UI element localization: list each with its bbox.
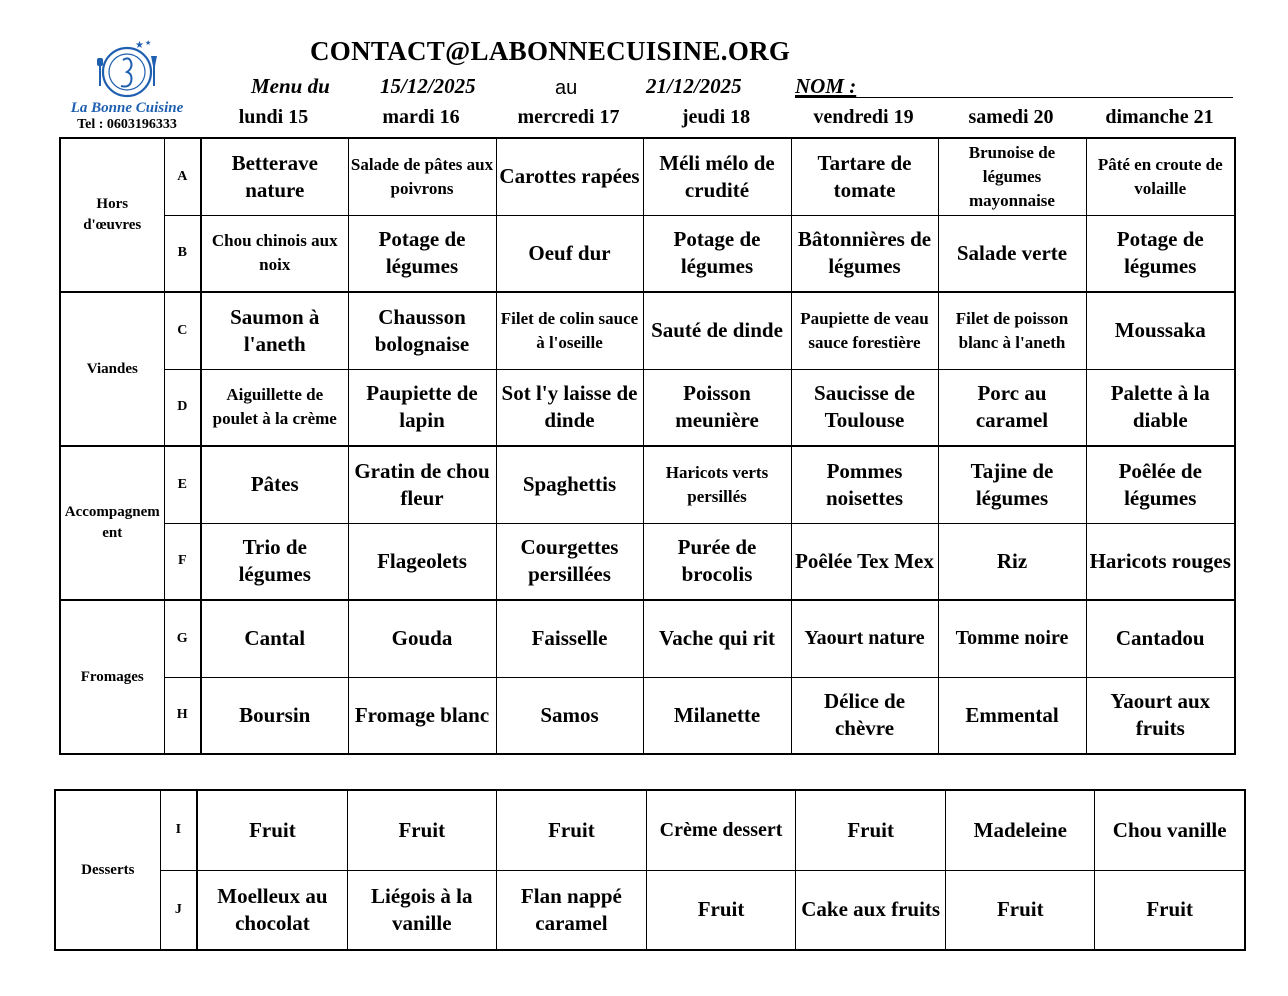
- menu-cell: Cantadou: [1086, 600, 1235, 677]
- row-letter: A: [164, 138, 201, 215]
- nom-field-line[interactable]: [795, 97, 1233, 98]
- menu-cell: Méli mélo de crudité: [643, 138, 791, 215]
- row-letter: G: [164, 600, 201, 677]
- day-header: vendredi 19: [813, 106, 914, 128]
- menu-cell: Poisson meunière: [643, 369, 791, 446]
- menu-cell: Chou vanille: [1095, 790, 1245, 870]
- telephone: Tel : 0603196333: [77, 117, 177, 132]
- row-letter: E: [164, 446, 201, 523]
- menu-cell: Pâtes: [201, 446, 348, 523]
- menu-cell: Gouda: [348, 600, 496, 677]
- menu-cell: Tomme noire: [938, 600, 1086, 677]
- menu-cell: Filet de poisson blanc à l'aneth: [938, 292, 1086, 369]
- menu-cell: Yaourt nature: [791, 600, 938, 677]
- row-letter: F: [164, 523, 201, 600]
- menu-cell: Aiguillette de poulet à la crème: [201, 369, 348, 446]
- menu-cell: Yaourt aux fruits: [1086, 677, 1235, 754]
- day-headers: [200, 104, 1234, 130]
- menu-cell: Fruit: [646, 870, 795, 950]
- menu-cell: Fromage blanc: [348, 677, 496, 754]
- menu-cell: Trio de légumes: [201, 523, 348, 600]
- menu-cell: Moussaka: [1086, 292, 1235, 369]
- row-letter: J: [160, 870, 197, 950]
- menu-cell: Brunoise de légumes mayonnaise: [938, 138, 1086, 215]
- day-header: mercredi 17: [517, 106, 620, 128]
- menu-cell: Haricots verts persillés: [643, 446, 791, 523]
- dessert-table: [54, 789, 1246, 951]
- menu-cell: Tajine de légumes: [938, 446, 1086, 523]
- menu-cell: Riz: [938, 523, 1086, 600]
- menu-cell: Moelleux au chocolat: [197, 870, 347, 950]
- menu-cell: Cantal: [201, 600, 348, 677]
- menu-cell: Flan nappé caramel: [496, 870, 646, 950]
- menu-cell: Poêlée Tex Mex: [791, 523, 938, 600]
- menu-cell: Paupiette de lapin: [348, 369, 496, 446]
- contact-email: CONTACT@LABONNECUISINE.ORG: [310, 36, 791, 66]
- menu-cell: Chausson bolognaise: [348, 292, 496, 369]
- menu-cell: Poêlée de légumes: [1086, 446, 1235, 523]
- menu-cell: Salade de pâtes aux poivrons: [348, 138, 496, 215]
- menu-cell: Tartare de tomate: [791, 138, 938, 215]
- menu-cell: Pommes noisettes: [791, 446, 938, 523]
- day-header: mardi 16: [382, 106, 460, 128]
- menu-cell: Saucisse de Toulouse: [791, 369, 938, 446]
- menu-cell: Gratin de chou fleur: [348, 446, 496, 523]
- menu-cell: Saumon à l'aneth: [201, 292, 348, 369]
- menu-cell: Potage de légumes: [1086, 215, 1235, 292]
- menu-cell: Potage de légumes: [348, 215, 496, 292]
- menu-cell: Boursin: [201, 677, 348, 754]
- menu-cell: Chou chinois aux noix: [201, 215, 348, 292]
- day-header: dimanche 21: [1105, 106, 1214, 128]
- menu-cell: Oeuf dur: [496, 215, 643, 292]
- menu-cell: Milanette: [643, 677, 791, 754]
- nom-label: NOM :: [795, 74, 857, 98]
- menu-cell: Courgettes persillées: [496, 523, 643, 600]
- menu-cell: Palette à la diable: [1086, 369, 1235, 446]
- menu-cell: Fruit: [796, 790, 946, 870]
- row-letter: H: [164, 677, 201, 754]
- menu-cell: Potage de légumes: [643, 215, 791, 292]
- menu-cell: Bâtonnières de légumes: [791, 215, 938, 292]
- menu-cell: Fruit: [946, 870, 1095, 950]
- row-letter: C: [164, 292, 201, 369]
- menu-cell: Sot l'y laisse de dinde: [496, 369, 643, 446]
- menu-cell: Paupiette de veau sauce forestière: [791, 292, 938, 369]
- menu-cell: Purée de brocolis: [643, 523, 791, 600]
- day-header: lundi 15: [238, 106, 309, 128]
- menu-cell: Vache qui rit: [643, 600, 791, 677]
- day-header: jeudi 18: [681, 106, 751, 128]
- menu-cell: Fruit: [347, 790, 496, 870]
- menu-label: Menu du: [251, 74, 330, 98]
- menu-cell: Crème dessert: [646, 790, 795, 870]
- menu-cell: Fruit: [1095, 870, 1245, 950]
- svg-text:★: ★: [135, 40, 144, 51]
- menu-table: [59, 137, 1236, 755]
- date-start: 15/12/2025: [380, 74, 476, 98]
- menu-cell: Fruit: [496, 790, 646, 870]
- logo: [60, 36, 194, 136]
- category-label: Accompagnement: [60, 446, 164, 600]
- menu-cell: Haricots rouges: [1086, 523, 1235, 600]
- menu-cell: Flageolets: [348, 523, 496, 600]
- menu-cell: Spaghettis: [496, 446, 643, 523]
- menu-cell: Pâté en croute de volaille: [1086, 138, 1235, 215]
- menu-cell: Salade verte: [938, 215, 1086, 292]
- row-letter: D: [164, 369, 201, 446]
- day-header: samedi 20: [968, 106, 1054, 128]
- svg-text:★: ★: [145, 39, 152, 47]
- menu-cell: Porc au caramel: [938, 369, 1086, 446]
- logo-name: La Bonne Cuisine: [70, 100, 184, 116]
- row-letter: B: [164, 215, 201, 292]
- menu-cell: Filet de colin sauce à l'oseille: [496, 292, 643, 369]
- category-label: Desserts: [55, 790, 160, 950]
- menu-cell: Emmental: [938, 677, 1086, 754]
- category-label: Viandes: [60, 292, 164, 446]
- menu-cell: Samos: [496, 677, 643, 754]
- au-label: au: [555, 77, 578, 99]
- menu-cell: Betterave nature: [201, 138, 348, 215]
- menu-cell: Fruit: [197, 790, 347, 870]
- menu-cell: Madeleine: [946, 790, 1095, 870]
- row-letter: I: [160, 790, 197, 870]
- menu-cell: Délice de chèvre: [791, 677, 938, 754]
- date-end: 21/12/2025: [646, 74, 742, 98]
- category-label: Hors d'œuvres: [60, 138, 164, 292]
- chef-logo-icon: [91, 36, 163, 100]
- menu-cell: Sauté de dinde: [643, 292, 791, 369]
- category-label: Fromages: [60, 600, 164, 754]
- menu-cell: Liégois à la vanille: [347, 870, 496, 950]
- menu-cell: Cake aux fruits: [796, 870, 946, 950]
- menu-cell: Carottes rapées: [496, 138, 643, 215]
- menu-cell: Faisselle: [496, 600, 643, 677]
